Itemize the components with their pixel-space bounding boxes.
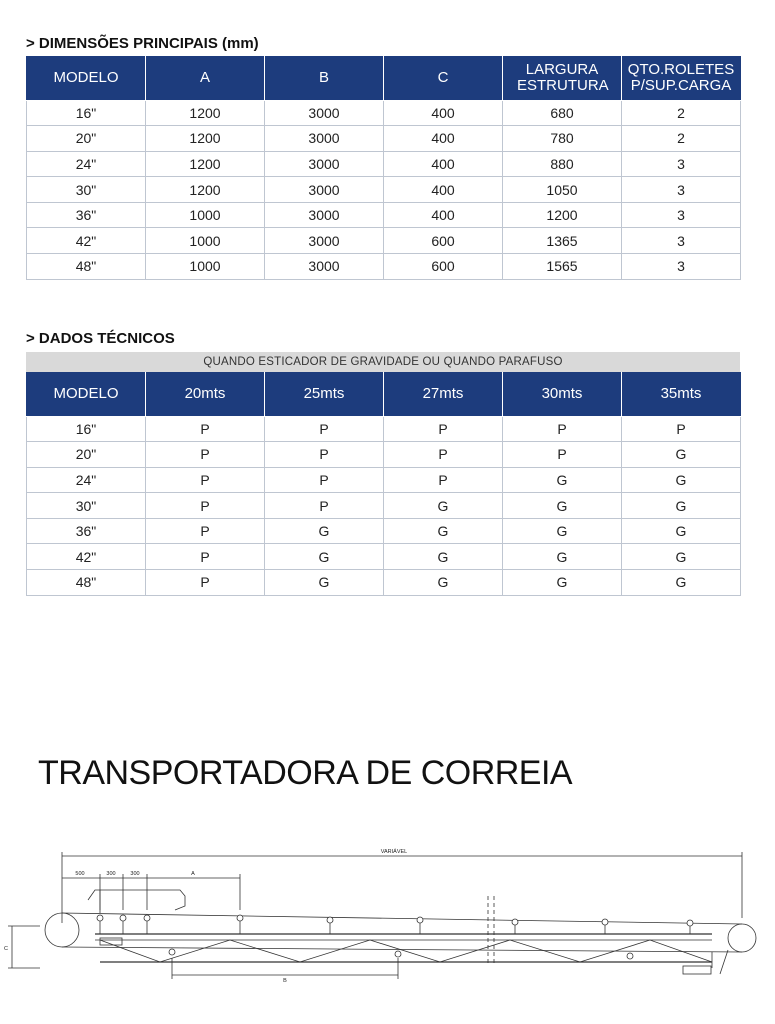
label-300-b: 300 [130,871,140,877]
value-cell: G [503,493,622,519]
value-cell: 3000 [265,202,384,228]
value-cell: 1200 [146,126,265,152]
value-cell: P [384,442,503,468]
header-cell: B [265,56,384,100]
value-cell: G [265,544,384,570]
value-cell: G [622,493,741,519]
value-cell: G [503,467,622,493]
model-cell: 30" [27,493,146,519]
belt-bottom [62,947,742,952]
value-cell: 400 [384,177,503,203]
model-cell: 16" [27,416,146,442]
value-cell: P [146,493,265,519]
value-cell: 3000 [265,254,384,280]
conveyor-drawing [0,838,775,988]
value-cell: G [384,544,503,570]
value-cell: G [622,467,741,493]
model-cell: 30" [27,177,146,203]
value-cell: 1000 [146,254,265,280]
value-cell: 1200 [503,202,622,228]
belt-top [62,913,742,924]
header-cell: 27mts [384,372,503,416]
value-cell: G [503,518,622,544]
value-cell: 3 [622,202,741,228]
value-cell: 3000 [265,151,384,177]
table-row [27,442,741,468]
value-cell: 1000 [146,202,265,228]
header-cell: C [384,56,503,100]
model-cell: 36" [27,202,146,228]
technical-table [26,372,741,596]
table-row [27,416,741,442]
label-c: C [4,946,8,952]
value-cell: 880 [503,151,622,177]
value-cell: 3000 [265,126,384,152]
value-cell: 400 [384,151,503,177]
value-cell: 1200 [146,100,265,126]
value-cell: P [384,416,503,442]
value-cell: 1000 [146,228,265,254]
value-cell: 3000 [265,228,384,254]
value-cell: 1050 [503,177,622,203]
value-cell: P [265,467,384,493]
value-cell: 1565 [503,254,622,280]
value-cell: P [146,518,265,544]
label-a: A [191,871,195,877]
value-cell: P [265,442,384,468]
discharge-stand [683,966,711,974]
header-cell: 35mts [622,372,741,416]
value-cell: P [146,467,265,493]
model-cell: 42" [27,544,146,570]
value-cell: G [622,570,741,596]
header-cell: QTO.ROLETES P/SUP.CARGA [622,56,741,100]
value-cell: 3000 [265,177,384,203]
value-cell: 400 [384,100,503,126]
value-cell: 3000 [265,100,384,126]
model-cell: 20" [27,126,146,152]
value-cell: 600 [384,228,503,254]
header-cell: 25mts [265,372,384,416]
table-row [27,100,741,126]
value-cell: 2 [622,100,741,126]
table-row [27,544,741,570]
label-variavel: VARIÁVEL [380,849,408,855]
table-row [27,202,741,228]
model-cell: 36" [27,518,146,544]
header-cell: A [146,56,265,100]
dimensions-table [26,56,741,280]
value-cell: P [146,442,265,468]
value-cell: P [146,544,265,570]
model-cell: 24" [27,151,146,177]
table-row [27,467,741,493]
table-row [27,228,741,254]
model-cell: 48" [27,570,146,596]
value-cell: 2 [622,126,741,152]
value-cell: 400 [384,126,503,152]
table-row [27,518,741,544]
value-cell: G [384,493,503,519]
value-cell: 3 [622,228,741,254]
value-cell: 3 [622,177,741,203]
label-300-a: 300 [106,871,116,877]
value-cell: G [384,570,503,596]
value-cell: 3 [622,254,741,280]
label-b: B [283,978,287,984]
value-cell: P [622,416,741,442]
header-cell: MODELO [27,372,146,416]
table-row [27,177,741,203]
model-cell: 48" [27,254,146,280]
table-row [27,570,741,596]
value-cell: 780 [503,126,622,152]
technical-title: > DADOS TÉCNICOS [26,330,175,347]
table-row [27,126,741,152]
header-cell: 30mts [503,372,622,416]
value-cell: 1365 [503,228,622,254]
value-cell: G [265,570,384,596]
value-cell: P [384,467,503,493]
model-cell: 20" [27,442,146,468]
value-cell: G [384,518,503,544]
model-cell: 42" [27,228,146,254]
dimensions-header-row [27,56,741,100]
technical-header-row [27,372,741,416]
value-cell: P [146,416,265,442]
header-cell: LARGURA ESTRUTURA [503,56,622,100]
table-row [27,493,741,519]
value-cell: G [622,518,741,544]
value-cell: 1200 [146,151,265,177]
feed-hopper [88,890,185,910]
value-cell: P [503,416,622,442]
value-cell: P [265,493,384,519]
value-cell: 600 [384,254,503,280]
value-cell: 3 [622,151,741,177]
model-cell: 16" [27,100,146,126]
label-500: 500 [75,871,85,877]
value-cell: G [503,544,622,570]
value-cell: G [265,518,384,544]
model-cell: 24" [27,467,146,493]
value-cell: G [503,570,622,596]
product-title: TRANSPORTADORA DE CORREIA [38,754,573,792]
value-cell: P [146,570,265,596]
table-row [27,254,741,280]
value-cell: P [503,442,622,468]
value-cell: G [622,544,741,570]
value-cell: 1200 [146,177,265,203]
table-row [27,151,741,177]
head-drum [728,924,756,952]
technical-subheader: QUANDO ESTICADOR DE GRAVIDADE OU QUANDO PARAFUSO [26,352,740,372]
header-cell: 20mts [146,372,265,416]
dimensions-title: > DIMENSÕES PRINCIPAIS (mm) [26,35,259,52]
value-cell: G [622,442,741,468]
value-cell: 680 [503,100,622,126]
value-cell: 400 [384,202,503,228]
header-cell: MODELO [27,56,146,100]
value-cell: P [265,416,384,442]
